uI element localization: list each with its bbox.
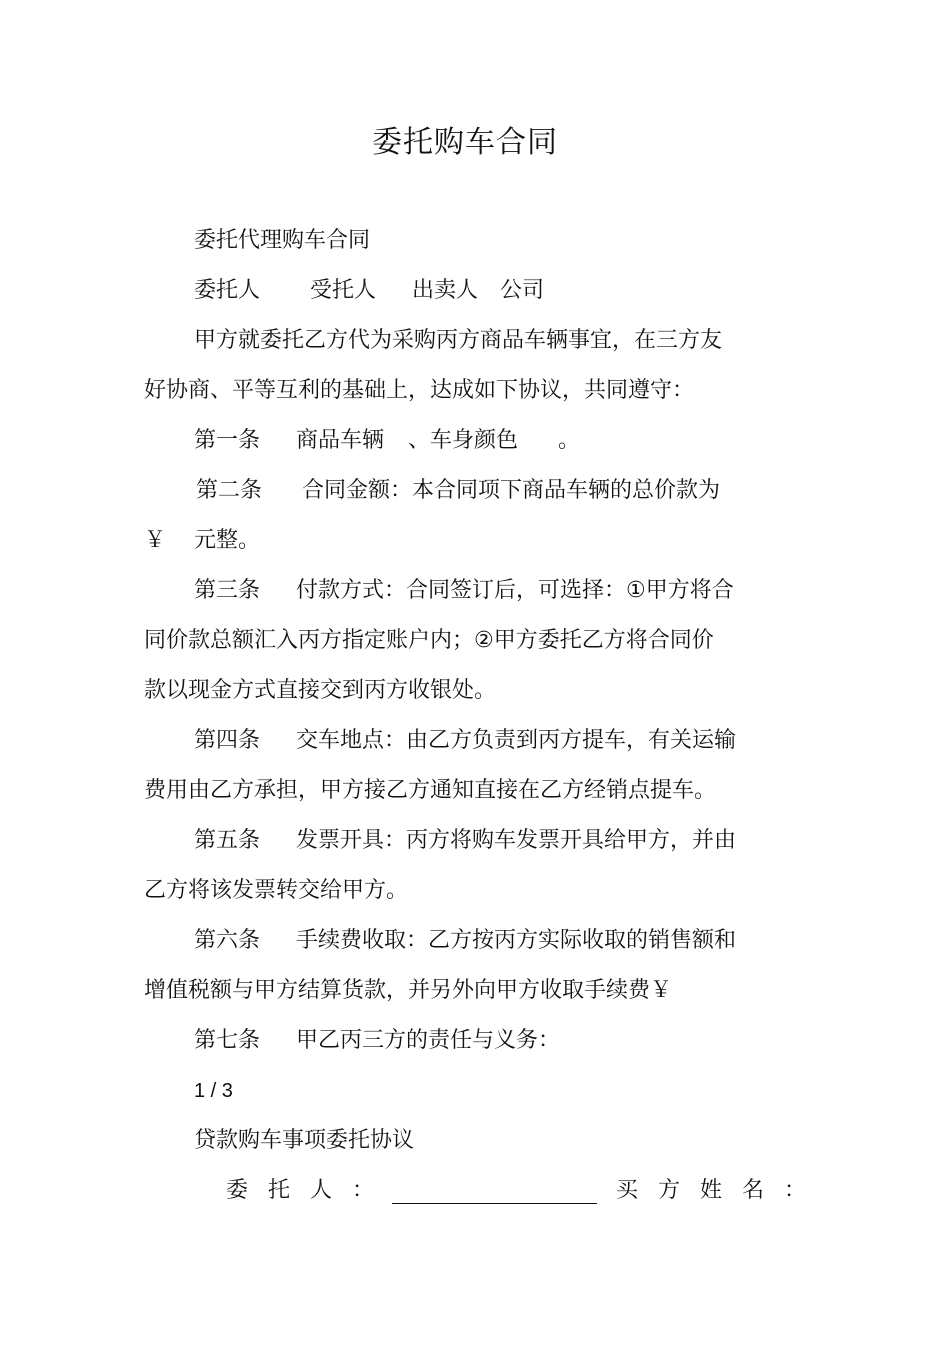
document-title: 委托购车合同	[372, 125, 558, 160]
article-2-yuan: 元整。	[194, 528, 261, 553]
client-label-char: 委	[226, 1178, 249, 1203]
article-5-heading: 第五条	[194, 828, 261, 853]
intro-line-1: 甲方就委托乙方代为采购丙方商品车辆事宜，在三方友	[194, 328, 723, 353]
yen-symbol: ￥	[144, 528, 167, 553]
party-seller: 出卖人	[412, 278, 479, 303]
client-name-blank	[392, 1176, 597, 1204]
client-label-char: 托	[268, 1178, 291, 1203]
client-label	[226, 1176, 394, 1206]
page-number: 1 / 3	[194, 1080, 233, 1102]
article-7	[194, 1026, 560, 1056]
article-6-line-1	[194, 926, 736, 956]
article-6-line-2: 增值税额与甲方结算货款，并另外向甲方收取手续费￥	[144, 978, 673, 1003]
buyer-name-label	[616, 1176, 806, 1206]
article-1	[194, 426, 580, 456]
article-1-end: 。	[558, 428, 581, 453]
article-4-heading: 第四条	[194, 728, 261, 753]
article-5-line-1	[194, 826, 736, 856]
contract-subtitle: 委托代理购车合同	[194, 228, 371, 253]
article-1-color: 、车身颜色	[408, 428, 519, 453]
article-3-line-1	[194, 576, 734, 606]
article-7-text: 甲乙丙三方的责任与义务：	[296, 1028, 561, 1053]
client-label-char: ：	[352, 1178, 375, 1203]
article-1-heading: 第一条	[194, 428, 261, 453]
article-5-text: 发票开具：丙方将购车发票开具给甲方，并由	[296, 828, 737, 853]
party-entrust: 委托人	[194, 278, 261, 303]
article-6-text: 手续费收取：乙方按丙方实际收取的销售额和	[296, 928, 737, 953]
article-2-line-2	[144, 526, 260, 556]
parties-line	[194, 276, 544, 306]
buyer-label-char: ：	[784, 1178, 807, 1203]
buyer-label-char: 姓	[700, 1178, 723, 1203]
article-3-text: 付款方式：合同签订后，可选择：①甲方将合	[296, 578, 734, 603]
article-4-line-2: 费用由乙方承担，甲方接乙方通知直接在乙方经销点提车。	[144, 778, 717, 803]
article-6-heading: 第六条	[194, 928, 261, 953]
party-company: 公司	[500, 278, 545, 303]
article-3-line-3: 款以现金方式直接交到丙方收银处。	[144, 678, 497, 703]
article-7-heading: 第七条	[194, 1028, 261, 1053]
article-3-line-2: 同价款总额汇入丙方指定账户内；②甲方委托乙方将合同价	[144, 628, 714, 653]
buyer-label-char: 买	[616, 1178, 639, 1203]
article-4-line-1	[194, 726, 736, 756]
intro-line-2: 好协商、平等互利的基础上，达成如下协议，共同遵守：	[144, 378, 695, 403]
article-3-heading: 第三条	[194, 578, 261, 603]
client-label-char: 人	[310, 1178, 333, 1203]
loan-agreement-title: 贷款购车事项委托协议	[194, 1128, 415, 1153]
article-2-heading: 第二条	[196, 478, 263, 503]
article-2-line-1	[196, 476, 720, 506]
buyer-label-char: 名	[742, 1178, 765, 1203]
party-trustee: 受托人	[310, 278, 377, 303]
article-5-line-2: 乙方将该发票转交给甲方。	[144, 878, 409, 903]
buyer-label-char: 方	[658, 1178, 681, 1203]
article-2-text: 合同金额：本合同项下商品车辆的总价款为	[302, 478, 721, 503]
article-4-text: 交车地点：由乙方负责到丙方提车，有关运输	[296, 728, 737, 753]
article-1-vehicle: 商品车辆	[296, 428, 385, 453]
